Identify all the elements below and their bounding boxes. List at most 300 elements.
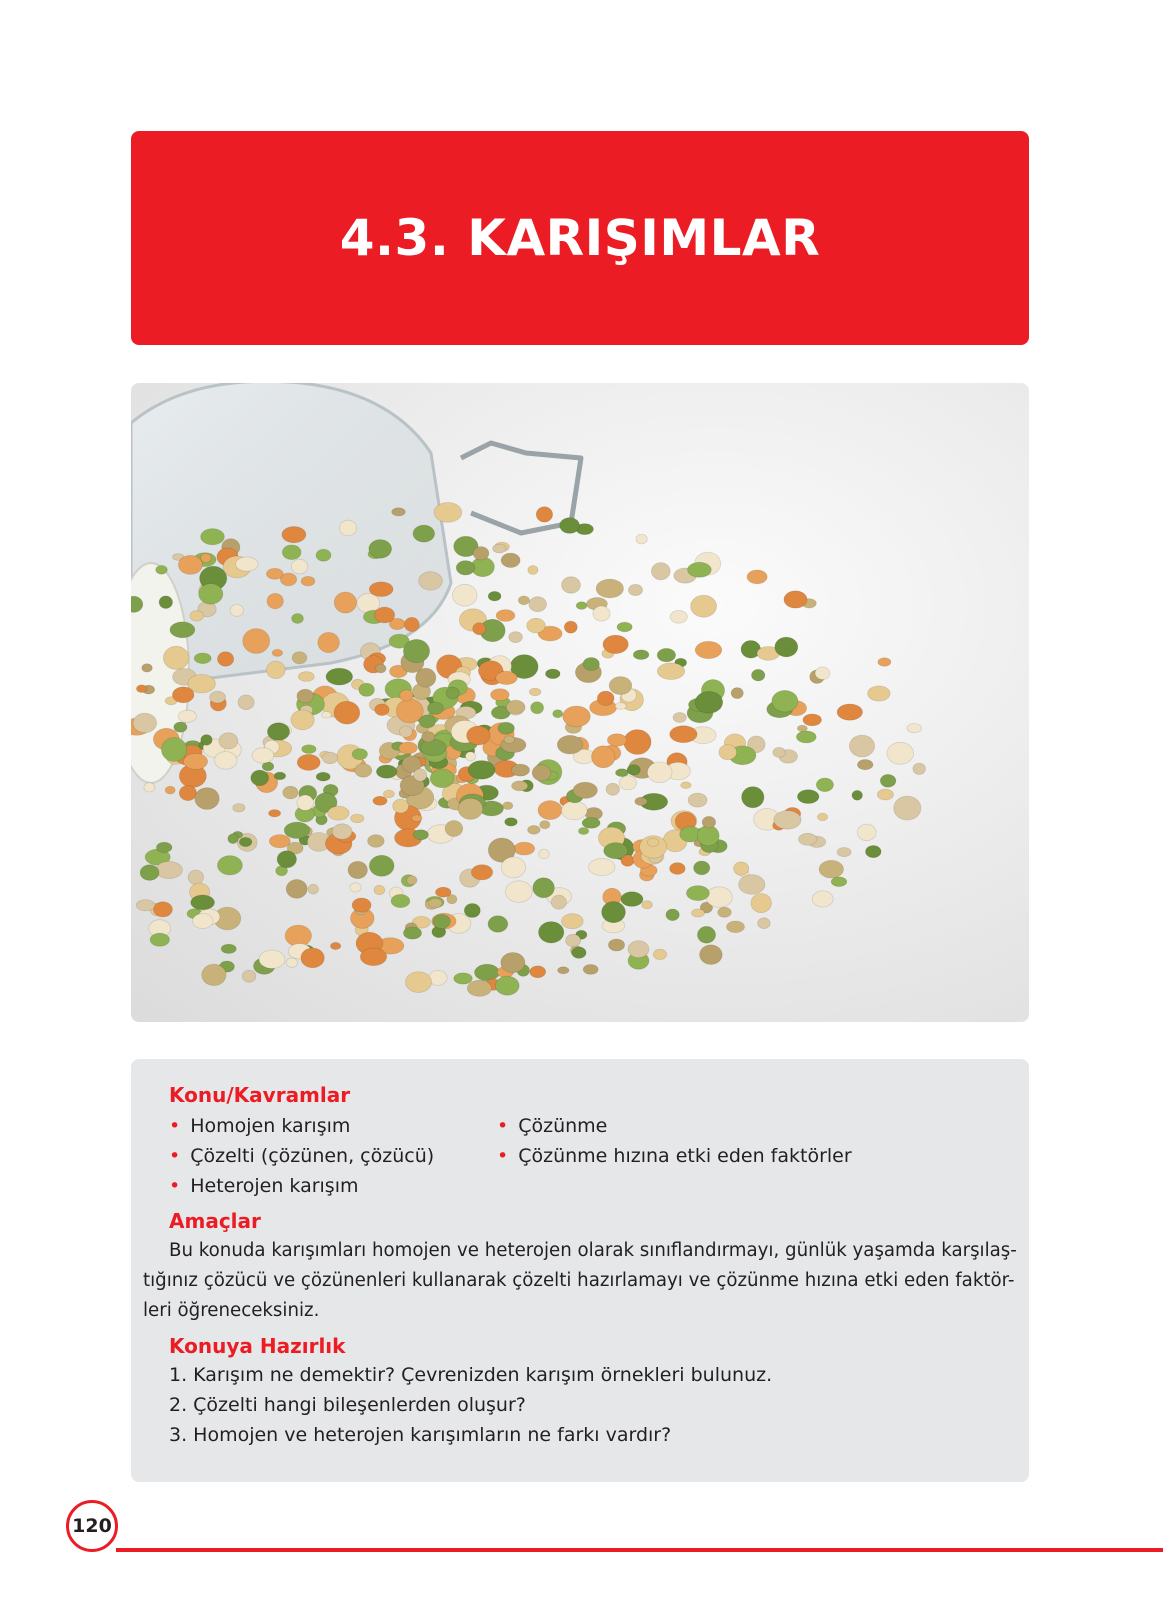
legume-seed (495, 976, 519, 995)
legume-seed (140, 865, 159, 881)
legume-seed (266, 568, 283, 579)
legume-seed (530, 966, 546, 978)
legume-seed (758, 918, 771, 929)
legume-seed (420, 739, 446, 755)
legume-seed (170, 622, 195, 638)
legume-seed (471, 865, 492, 880)
legume-seed (301, 948, 324, 968)
info-box (131, 1059, 1029, 1482)
legume-seed (894, 796, 921, 820)
legume-seed (269, 810, 281, 817)
legume-seed (156, 861, 183, 878)
legume-seed (913, 763, 926, 774)
concepts-heading: Konu/Kavramlar (169, 1083, 351, 1107)
legume-seed (816, 778, 833, 792)
legume-seed (326, 668, 353, 685)
legume-seed (849, 735, 874, 757)
legume-seed (272, 649, 282, 656)
legume-seed (392, 508, 406, 516)
legume-seed (803, 714, 822, 726)
legume-seed (880, 774, 896, 787)
legume-seed (602, 902, 626, 923)
legume-seed (400, 690, 413, 701)
legume-seed (373, 796, 387, 805)
legume-seed (583, 965, 598, 975)
legume-seed (434, 503, 462, 523)
legume-seed (406, 972, 432, 993)
legume-seed (195, 788, 219, 810)
legume-seed (868, 686, 891, 701)
legume-seed (551, 895, 566, 909)
legume-seed (608, 939, 624, 951)
legume-seed (815, 667, 830, 680)
legume-seed (468, 761, 495, 780)
legume-seed (819, 860, 843, 878)
legume-seed (774, 811, 801, 830)
legume-seed (419, 715, 435, 728)
legume-seed (318, 632, 340, 652)
goals-heading: Amaçlar (169, 1209, 261, 1233)
legume-seed (539, 849, 550, 859)
legume-seed (797, 790, 819, 804)
legume-seed (383, 790, 394, 798)
legume-seed (150, 933, 169, 946)
legume-seed (219, 733, 238, 749)
legume-seed (161, 738, 186, 762)
legume-seed (238, 695, 254, 710)
legume-seed (837, 704, 862, 720)
legume-seed (282, 545, 301, 560)
legume-seed (692, 909, 705, 917)
legume-seed (475, 964, 500, 980)
legume-seed (607, 734, 626, 747)
legume-seed (739, 875, 765, 895)
legume-seed (673, 713, 686, 723)
legume-seed (647, 838, 658, 846)
legume-seed (596, 579, 623, 598)
legume-seed (446, 687, 459, 699)
legume-seed (297, 754, 320, 770)
legume-seed (831, 877, 847, 887)
legume-seed (302, 745, 316, 754)
legume-seed (617, 622, 632, 632)
legume-seed (178, 555, 202, 574)
legume-seed (615, 703, 626, 710)
legume-seed (413, 830, 428, 840)
legume-seed (628, 941, 649, 958)
legume-seed (529, 688, 541, 696)
legume-seed (536, 507, 552, 522)
legume-seed (496, 610, 515, 622)
legume-seed (316, 772, 330, 781)
legume-seed (453, 584, 478, 606)
legume-seed (308, 884, 318, 894)
legume-seed (877, 789, 893, 800)
legume-seed (467, 980, 491, 996)
legume-seed (292, 614, 304, 624)
legume-seed (297, 689, 314, 703)
legume-seed (504, 736, 514, 744)
legume-seed (282, 527, 306, 543)
legume-seed (512, 781, 528, 791)
legume-seed (399, 726, 412, 737)
legume-seed (593, 606, 610, 621)
legume-seed (606, 783, 619, 795)
legume-seed (561, 801, 587, 820)
legume-seed (627, 765, 640, 775)
legume-seed (266, 661, 285, 678)
legume-seed (473, 547, 489, 560)
legume-seed (560, 518, 580, 534)
legume-seed (178, 710, 196, 722)
legume-seed (686, 886, 709, 901)
legume-seed (291, 559, 307, 574)
concept-item: • Çözünme (497, 1115, 608, 1137)
legume-seed (506, 881, 533, 903)
legume-seed (456, 561, 475, 575)
legume-seed (603, 635, 628, 653)
legume-seed (403, 639, 429, 662)
legume-seed (799, 833, 817, 845)
legume-seed (328, 806, 349, 820)
legume-seed (747, 570, 767, 584)
legume-seed (784, 591, 807, 608)
preparation-question: 1. Karışım ne demektir? Çevrenizden karışım örnekleri bulunuz. (169, 1364, 773, 1386)
legume-seed (210, 691, 226, 703)
legume-seed (374, 885, 385, 894)
legume-seed (184, 753, 208, 769)
legume-seed (651, 563, 670, 580)
legume-seed (538, 801, 562, 820)
legume-seed (681, 782, 691, 789)
legume-seed (399, 742, 418, 754)
legume-seed (731, 688, 743, 699)
legume-seed (218, 652, 234, 666)
legume-seed (277, 851, 296, 868)
legume-seed (488, 916, 508, 932)
legume-seed (201, 735, 212, 746)
legume-seed (670, 863, 686, 875)
legume-seed (163, 646, 189, 669)
legume-seed (321, 712, 331, 719)
legume-seed (657, 663, 684, 680)
legume-seed (633, 650, 649, 660)
legume-seed (528, 566, 538, 575)
legume-seed (562, 577, 581, 593)
legume-seed (419, 572, 443, 590)
legume-seed (376, 664, 387, 673)
legume-seed (322, 752, 337, 764)
legume-seed (609, 677, 632, 695)
legume-seed (199, 584, 223, 605)
concept-item: • Heterojen karışım (169, 1175, 359, 1197)
legume-seed (501, 553, 520, 567)
legume-seed (368, 835, 385, 848)
legume-seed (334, 592, 356, 613)
legume-seed (566, 934, 581, 946)
legume-seed (301, 576, 315, 586)
legume-seed (251, 770, 269, 786)
legume-seed (316, 549, 331, 561)
legume-seed (553, 710, 563, 718)
legume-seed (340, 520, 357, 536)
legume-seed (796, 731, 816, 743)
legume-seed (691, 595, 717, 617)
legume-seed (376, 765, 397, 778)
legume-seed (572, 947, 586, 958)
legume-seed (498, 722, 514, 734)
legume-seed (653, 949, 666, 959)
legume-seed (582, 818, 600, 829)
legume-seed (670, 726, 697, 743)
legume-seed (742, 787, 764, 808)
title-banner (131, 131, 1029, 345)
legume-seed (509, 632, 523, 643)
legume-seed (445, 821, 463, 837)
legume-seed (269, 835, 290, 848)
legume-seed (719, 745, 737, 760)
legume-seed (348, 861, 367, 878)
footer-rule (116, 1548, 1163, 1552)
legume-seed (259, 950, 285, 968)
legume-seed (540, 821, 550, 829)
legume-seed (283, 786, 298, 799)
legume-seed (666, 909, 679, 921)
legume-seed (330, 942, 340, 949)
legume-seed (191, 895, 215, 910)
legume-seed (414, 769, 427, 781)
legume-seed (428, 702, 444, 714)
legume-seed (546, 669, 561, 679)
concept-item: • Çözünme hızına etki eden faktörler (497, 1145, 852, 1167)
legume-seed (695, 641, 722, 658)
concept-item: • Homojen karışım (169, 1115, 351, 1137)
legume-seed (352, 898, 371, 912)
legume-seed (190, 611, 204, 621)
legume-seed (291, 710, 314, 730)
legume-seed (688, 562, 712, 577)
legume-seed (393, 799, 409, 813)
legume-seed (375, 607, 395, 623)
legume-seed (236, 557, 259, 571)
legume-seed (194, 653, 211, 664)
legume-seed (496, 671, 518, 684)
legume-seed (214, 752, 237, 770)
legume-seed (775, 637, 798, 657)
legume-seed (751, 894, 772, 913)
legume-seed (193, 914, 214, 929)
legume-seed (583, 658, 599, 671)
legume-seed (156, 842, 172, 852)
legume-seed (812, 891, 833, 907)
legume-seed (404, 617, 419, 631)
legume-seed (467, 726, 491, 745)
legume-seed (403, 927, 421, 939)
legume-seed (436, 887, 452, 897)
legume-seed (286, 880, 307, 899)
legume-seed (576, 602, 587, 610)
legume-seed (174, 722, 187, 732)
legume-seed (156, 565, 168, 574)
legume-seed (465, 752, 475, 761)
legume-seed (564, 621, 577, 633)
legume-seed (887, 742, 914, 764)
legume-seed (464, 904, 480, 918)
legume-seed (201, 554, 212, 563)
legume-seed (505, 818, 518, 826)
legume-seed (694, 861, 710, 875)
legume-seed (647, 762, 672, 783)
legume-seed (458, 798, 483, 819)
legume-seed (857, 824, 876, 841)
legume-seed (243, 629, 270, 654)
legume-seed (506, 700, 525, 714)
legume-seed (688, 793, 707, 807)
legume-seed (527, 618, 546, 633)
legume-seed (217, 856, 242, 875)
legume-seed (221, 944, 236, 953)
legume-seed (532, 765, 551, 781)
legume-seed (734, 862, 749, 875)
legume-seed (503, 802, 513, 810)
legume-seed (514, 842, 535, 855)
legume-seed (407, 876, 417, 885)
legume-seed (695, 691, 723, 713)
legume-seed (636, 534, 647, 544)
legume-seed (159, 596, 172, 609)
legume-seed (350, 883, 361, 892)
legume-seed (422, 732, 435, 743)
legume-seed (878, 658, 891, 667)
legume-seed (702, 816, 715, 828)
legume-seed (518, 596, 529, 605)
legume-seed (635, 797, 647, 805)
legume-seed (657, 648, 675, 661)
legume-seed (228, 834, 238, 844)
legume-seed (369, 540, 392, 559)
legume-seed (230, 605, 243, 617)
goals-text-line: leri öğreneceksiniz. (143, 1300, 320, 1321)
legume-seed (298, 672, 314, 682)
legume-seed (628, 584, 642, 595)
legume-seed (563, 706, 591, 727)
legume-seed (433, 915, 450, 929)
legume-seed (332, 824, 352, 840)
legume-seed (369, 582, 393, 597)
legume-seed (557, 735, 582, 754)
legume-seed (136, 900, 155, 911)
legume-seed (413, 525, 435, 542)
legume-seed (242, 970, 256, 982)
legume-seed (718, 907, 732, 917)
legume-seed (252, 748, 274, 763)
preparation-question: 2. Çözelti hangi bileşenlerden oluşur? (169, 1394, 526, 1416)
legume-seed (670, 610, 687, 623)
legume-seed (619, 776, 636, 790)
legume-seed (142, 664, 153, 672)
legume-seed (284, 822, 310, 838)
legume-seed (133, 713, 157, 733)
legume-seed (772, 690, 798, 712)
legume-seed (292, 652, 307, 664)
legume-seed (153, 902, 172, 917)
legume-seed (201, 529, 225, 545)
legume-seed (597, 691, 614, 705)
legume-seed (501, 857, 525, 878)
legume-seed (578, 828, 588, 835)
goals-text-line: Bu konuda karışımları homojen ve heterojen olarak sınıflandırmayı, günlük yaşamda karşılaş- (169, 1240, 1017, 1261)
legume-seed (412, 815, 422, 822)
legume-seed (558, 967, 569, 974)
legume-seed (561, 914, 583, 929)
legume-seed (188, 870, 203, 884)
legume-seed (531, 702, 544, 714)
page-number: 120 (72, 1515, 112, 1537)
legume-seed (697, 825, 719, 845)
preparation-question: 3. Homojen ve heterojen karışımların ne farkı vardır? (169, 1424, 672, 1446)
legume-seed (239, 837, 252, 846)
legume-seed (267, 723, 289, 741)
legume-seed (360, 948, 386, 966)
legume-seed (642, 901, 653, 909)
legume-seed (369, 855, 394, 876)
page-number-badge (66, 1500, 118, 1552)
goals-text-line: tığınız çözücü ve çözünenleri kullanarak çözelti hazırlamayı ve çözünme hızına etki eden faktör- (143, 1270, 1015, 1291)
legume-seed (907, 724, 922, 733)
legume-seed (165, 786, 175, 794)
legume-seed (501, 953, 525, 973)
legume-seed (355, 764, 372, 778)
legume-seed (267, 593, 283, 608)
legume-seed (488, 591, 501, 601)
legume-seed (144, 783, 155, 792)
legume-seed (573, 782, 597, 798)
legume-seed (592, 746, 616, 768)
legume-seed (391, 894, 410, 907)
legume-seed (179, 785, 196, 800)
legume-seed (430, 769, 454, 788)
legume-seed (539, 922, 564, 943)
legume-seed (866, 846, 882, 858)
legume-seed (773, 747, 786, 757)
legume-seed (727, 921, 745, 933)
legume-seed (604, 843, 628, 859)
legume-seed (286, 958, 297, 967)
legume-seed (511, 764, 529, 776)
legume-seed (428, 898, 442, 908)
legume-seed (202, 964, 226, 985)
legume-seed (334, 701, 360, 724)
legume-seed (233, 804, 245, 813)
legume-seed (351, 814, 364, 823)
legume-seed (136, 685, 146, 693)
legume-seed (706, 887, 732, 908)
legume-seed (589, 858, 615, 875)
legume-seed (375, 704, 389, 716)
preparation-heading: Konuya Hazırlık (169, 1334, 346, 1358)
legume-seed (621, 892, 643, 907)
legume-seed (416, 668, 436, 687)
legume-seed (297, 795, 314, 810)
page-title: 4.3. KARIŞIMLAR (339, 209, 821, 267)
legume-seed (697, 926, 715, 943)
legume-seed (172, 687, 194, 703)
legume-seed (857, 760, 873, 770)
legume-seed (852, 790, 863, 800)
legume-seed (528, 825, 541, 834)
legume-seed (752, 669, 765, 681)
legume-seed (493, 544, 507, 553)
